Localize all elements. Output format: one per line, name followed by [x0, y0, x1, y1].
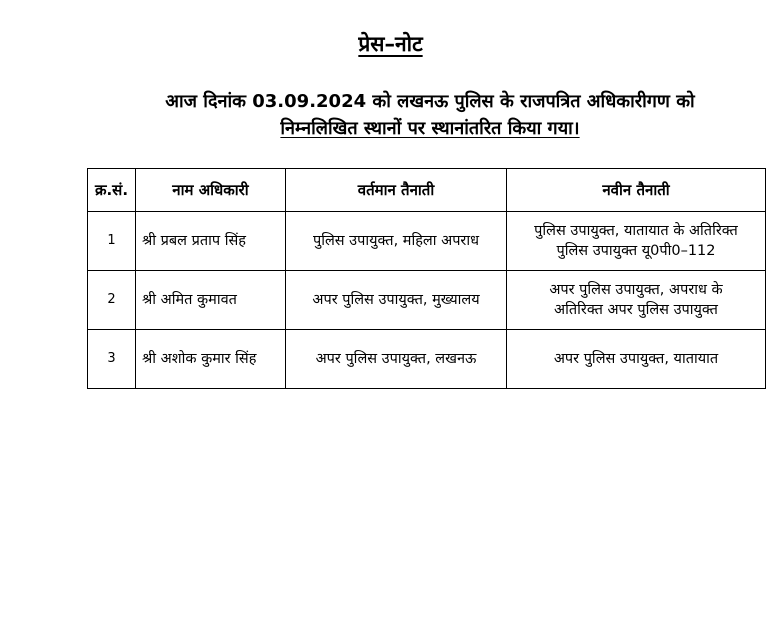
officer-name-cell: श्री अशोक कुमार सिंह [136, 330, 286, 389]
table-row [88, 212, 766, 271]
current-posting-cell: अपर पुलिस उपायुक्त, मुख्यालय [286, 271, 507, 330]
page-title [0, 30, 781, 58]
new-posting-line-1: पुलिस उपायुक्त, यातायात के अतिरिक्त [534, 223, 738, 239]
new-posting-line-1: अपर पुलिस उपायुक्त, यातायात [553, 351, 719, 367]
table-row [88, 271, 766, 330]
serial-cell: 2 [88, 271, 136, 330]
title-text: प्रेस–नोट [358, 32, 423, 56]
new-posting-line-2: पुलिस उपायुक्त यू0पी0–112 [556, 243, 716, 259]
new-posting-line-1: अपर पुलिस उपायुक्त, अपराध के [549, 282, 723, 298]
transfer-table [87, 168, 766, 389]
intro-line-2: निम्नलिखित स्थानों पर स्थानांतरित किया गया। [280, 118, 580, 139]
header-serial: क्र.सं. [88, 169, 136, 212]
table-row [88, 330, 766, 389]
serial-cell: 3 [88, 330, 136, 389]
new-posting-cell [507, 271, 766, 330]
new-posting-cell [507, 330, 766, 389]
current-posting-cell: अपर पुलिस उपायुक्त, लखनऊ [286, 330, 507, 389]
header-current-posting: वर्तमान तैनाती [286, 169, 507, 212]
serial-cell: 1 [88, 212, 136, 271]
table-header-row [88, 169, 766, 212]
officer-name-cell: श्री प्रबल प्रताप सिंह [136, 212, 286, 271]
current-posting-cell: पुलिस उपायुक्त, महिला अपराध [286, 212, 507, 271]
new-posting-line-2: अतिरिक्त अपर पुलिस उपायुक्त [554, 302, 718, 318]
intro-line-1: आज दिनांक 03.09.2024 को लखनऊ पुलिस के राजपत्रित अधिकारीगण को [165, 91, 695, 112]
header-officer-name: नाम अधिकारी [136, 169, 286, 212]
intro-paragraph [120, 88, 740, 142]
officer-name-cell: श्री अमित कुमावत [136, 271, 286, 330]
new-posting-cell [507, 212, 766, 271]
header-new-posting: नवीन तैनाती [507, 169, 766, 212]
